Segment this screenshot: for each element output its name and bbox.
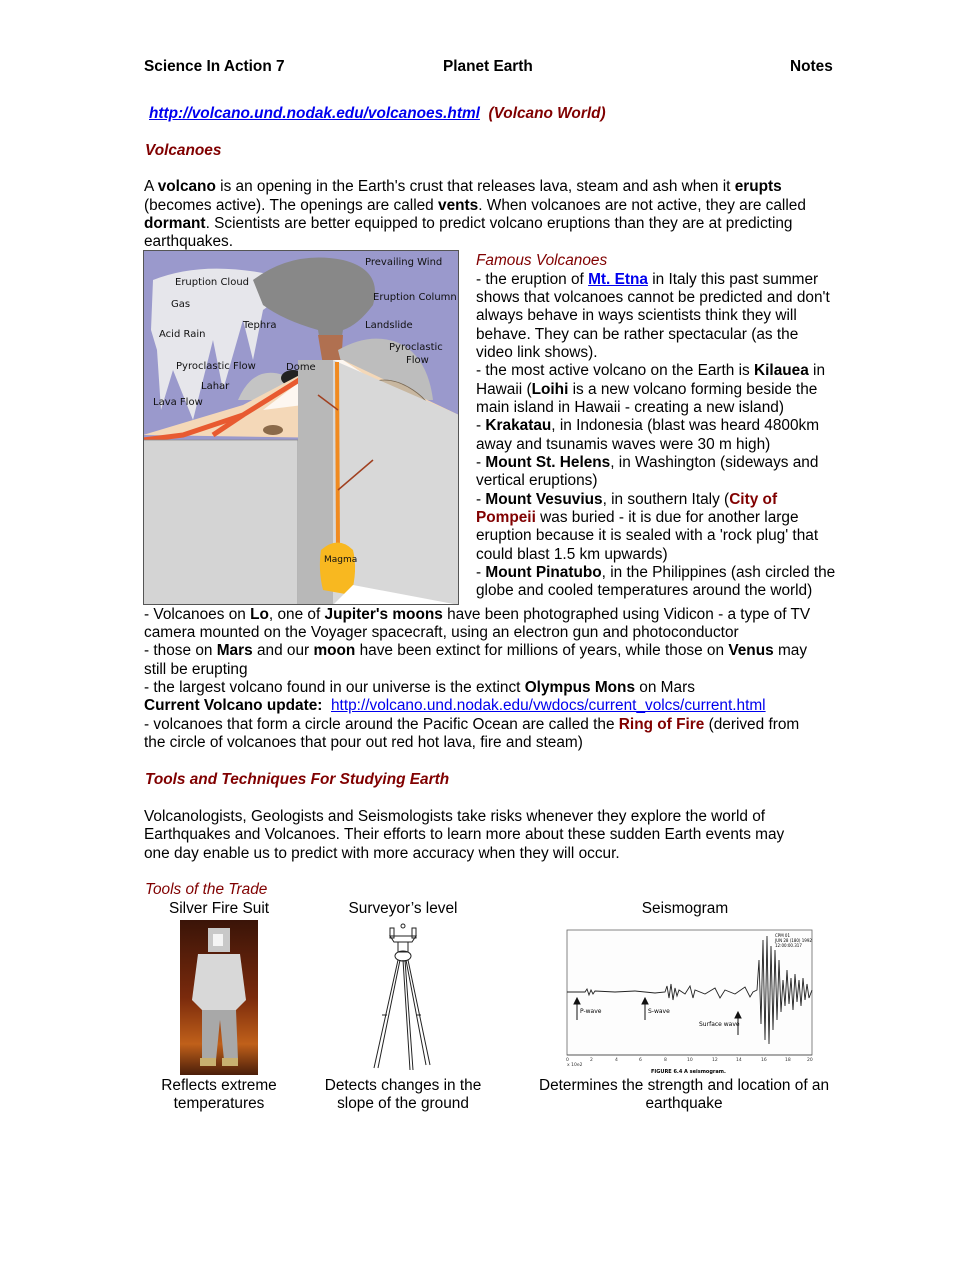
famous-line: - Mount St. Helens, in Washington (sideways and (476, 454, 819, 471)
famous-line: video link shows). (476, 344, 598, 361)
header-unit: Planet Earth (443, 58, 533, 75)
famous-line: could blast 1.5 km upwards) (476, 546, 668, 563)
intro-line-2: (becomes active). The openings are called vents. When volcanoes are not active, they are called (144, 197, 806, 214)
label-acid-rain: Acid Rain (159, 329, 206, 340)
intro-line-1: A volcano is an opening in the Earth's crust that releases lava, steam and ash when it erupts (144, 178, 782, 195)
fire-suit-photo (180, 920, 258, 1075)
intro-line-4: earthquakes. (144, 233, 233, 250)
label-lahar: Lahar (201, 381, 230, 392)
label-dome: Dome (286, 362, 316, 373)
fire-suit-caption: Reflects extreme temperatures (161, 1077, 277, 1113)
label-gas: Gas (171, 299, 191, 310)
seismogram-stamp-2: JUN 28 (180) 1992 (775, 938, 812, 943)
famous-line: - Mount Vesuvius, in southern Italy (City of (476, 491, 778, 508)
seismogram-p-wave-label: P-wave (580, 1008, 602, 1015)
tool-title-surveyors-level: Surveyor’s level (348, 900, 458, 917)
svg-text:x 10e2: x 10e2 (567, 1063, 583, 1068)
famous-line: eruption because it is sealed with a 'rock plug' that (476, 527, 819, 544)
famous-line: away and tsunamis waves were 30 m high) (476, 436, 771, 453)
fact-line: - those on Mars and our moon have been extinct for millions of years, while those on Venus may (144, 642, 808, 659)
tools-paragraph-line: one day enable us to predict with more accuracy when they will occur. (144, 845, 620, 862)
tool-title-seismogram: Seismogram (641, 900, 729, 917)
famous-volcanoes-heading: Famous Volcanoes (476, 252, 608, 269)
label-magma: Magma (324, 555, 358, 565)
famous-line: - the most active volcano on the Earth is Kilauea in (476, 362, 826, 379)
volcano-cross-section-illustration (143, 250, 459, 605)
label-eruption-cloud: Eruption Cloud (175, 277, 250, 288)
svg-text:2: 2 (590, 1058, 593, 1063)
famous-line: always behave in ways scientists think they will (476, 307, 797, 324)
label-pyroclastic-right-2: Flow (406, 355, 429, 366)
tools-heading: Tools and Techniques For Studying Earth (145, 771, 450, 788)
svg-text:14: 14 (736, 1058, 742, 1063)
svg-text:10: 10 (687, 1058, 693, 1063)
famous-line: Pompeii was buried - it is due for another large (476, 509, 799, 526)
tools-paragraph-line: Volcanologists, Geologists and Seismologists take risks whenever they explore the world of (144, 808, 766, 825)
fact-line: - the largest volcano found in our universe is the extinct Olympus Mons on Mars (144, 679, 695, 696)
famous-line: - the eruption of Mt. Etna in Italy this past summer (476, 271, 819, 288)
fact-line: the circle of volcanoes that pour out red hot lava, fire and steam) (144, 734, 583, 751)
famous-line: shows that volcanoes cannot be predicted and don't (476, 289, 830, 306)
famous-line: globe and cooled temperatures around the world) (476, 582, 813, 599)
label-lava-flow: Lava Flow (153, 397, 203, 408)
svg-text:4: 4 (615, 1058, 618, 1063)
tools-paragraph-line: Earthquakes and Volcanoes. Their efforts to learn more about these sudden Earth events may (144, 826, 785, 843)
svg-text:6: 6 (639, 1058, 642, 1063)
seismogram-surface-wave-label: Surface wave (699, 1021, 740, 1028)
volcano-world-link[interactable]: http://volcano.und.nodak.edu/volcanoes.html (149, 105, 480, 122)
svg-text:18: 18 (785, 1058, 791, 1063)
volcanoes-heading: Volcanoes (145, 142, 222, 159)
seismogram-caption: Determines the strength and location of an earthquake (538, 1077, 830, 1113)
header-course: Science In Action 7 (144, 58, 285, 75)
svg-text:16: 16 (761, 1058, 767, 1063)
current-update-line: Current Volcano update: http://volcano.und.nodak.edu/vwdocs/current_volcs/current.html (144, 697, 766, 714)
fact-line: - Volcanoes on Lo, one of Jupiter's moons have been photographed using Vidicon - a type of TV (144, 606, 811, 623)
famous-line: - Krakatau, in Indonesia (blast was heard 4800km (476, 417, 820, 434)
svg-text:20: 20 (807, 1058, 813, 1063)
seismogram-figure-caption: FIGURE 6.4 A seismogram. (651, 1069, 726, 1075)
famous-line: - Mount Pinatubo, in the Philippines (ash circled the (476, 564, 836, 581)
seismogram-s-wave-label: S-wave (648, 1008, 670, 1015)
intro-line-3: dormant. Scientists are better equipped to predict volcano eruptions than they are at predicting (144, 215, 793, 232)
label-pyroclastic-right-1: Pyroclastic (389, 342, 443, 353)
label-tephra: Tephra (243, 320, 277, 331)
tool-title-fire-suit: Silver Fire Suit (168, 900, 270, 917)
fact-line: - volcanoes that form a circle around the Pacific Ocean are called the Ring of Fire (derived from (144, 716, 800, 733)
famous-line: Hawaii (Loihi is a new volcano forming beside the (476, 381, 818, 398)
current-volcano-link[interactable]: http://volcano.und.nodak.edu/vwdocs/current_volcs/current.html (331, 697, 766, 714)
mt-etna-link[interactable]: Mt. Etna (588, 271, 648, 288)
svg-text:8: 8 (664, 1058, 667, 1063)
label-eruption-column: Eruption Column (373, 292, 457, 303)
fact-line: still be erupting (144, 661, 248, 678)
surveyors-level-caption: Detects changes in the slope of the ground (324, 1077, 482, 1113)
famous-line: main island in Hawaii - creating a new island) (476, 399, 784, 416)
famous-line: vertical eruptions) (476, 472, 598, 489)
tools-of-trade-heading: Tools of the Trade (145, 881, 268, 898)
seismogram-figure (555, 920, 830, 1078)
volcano-diagram (143, 250, 459, 605)
header-notes: Notes (790, 58, 833, 75)
fact-line: camera mounted on the Voyager spacecraft, using an electron gun and photoconductor (144, 624, 739, 641)
svg-text:12: 12 (712, 1058, 718, 1063)
seismogram-stamp-3: 12:00:00.317 (775, 943, 802, 948)
label-landslide: Landslide (365, 320, 413, 331)
famous-line: behave. They can be rather spectacular (as the (476, 326, 799, 343)
surveyors-level-drawing (368, 920, 438, 1072)
volcano-world-line (149, 105, 606, 123)
svg-text:0: 0 (566, 1058, 569, 1063)
label-pyroclastic-left: Pyroclastic Flow (176, 361, 256, 372)
label-prevailing-wind: Prevailing Wind (365, 257, 443, 268)
volcano-world-label: (Volcano World) (488, 105, 606, 122)
seismogram-stamp-1: CPM 01 (775, 933, 791, 938)
